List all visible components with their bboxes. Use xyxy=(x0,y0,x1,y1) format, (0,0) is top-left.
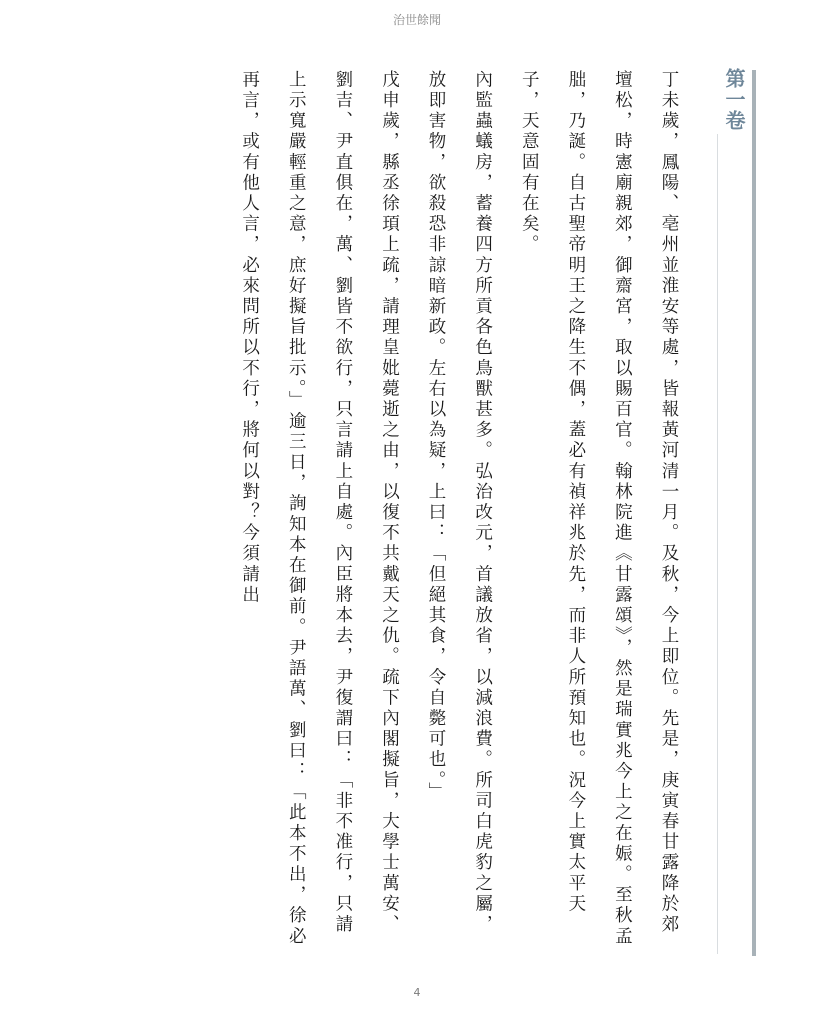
page-number: 4 xyxy=(413,986,421,999)
page-content xyxy=(98,64,758,956)
book-title: 治世餘聞 xyxy=(392,13,441,27)
paragraph: 丁未歲，鳳陽、亳州並淮安等處，皆報黃河清一月。及秋，今上即位。先是，庚寅春甘露降於郊壇松，時憲廟親郊，御齋宮，取以賜百官。翰林院進《甘露頌》，然是瑞實兆今上之在娠。至秋孟朏，乃誕。自古聖帝明王之降生不偶，蓋必有禎祥兆於先，而非人所預知也。況今上實太平天子，天意固有在矣。 xyxy=(519,70,679,948)
body-text xyxy=(226,70,692,950)
paragraph: 戊申歲，縣丞徐頊上疏，請理皇妣薨逝之由，以復不共戴天之仇。疏下內閣擬旨，大學士萬安、劉吉、尹直俱在，萬、劉皆不欲行，只言請上自處。內臣將本去，尹復謂曰：「非不准行，只請上示寬嚴輕重之意，庶好擬旨批示。」逾三日，詢知本在御前。尹語萬、劉曰：「此本不出，徐必再言，或有他人言，必來問所以不行，將何以對？今須請出 xyxy=(239,70,400,948)
margin-divider xyxy=(717,134,718,954)
chapter-title: 第一卷 xyxy=(722,68,746,131)
paragraph: 內監蟲蟻房，蓄養四方所貢各色鳥獸甚多。弘治改元，首議放省，以減浪費。所司白虎豹之屬，放即害物，欲殺恐非諒暗新政。左右以為疑，上曰：「但絕其食，令自斃可也。」 xyxy=(426,70,493,936)
margin-accent-bar xyxy=(752,70,756,956)
